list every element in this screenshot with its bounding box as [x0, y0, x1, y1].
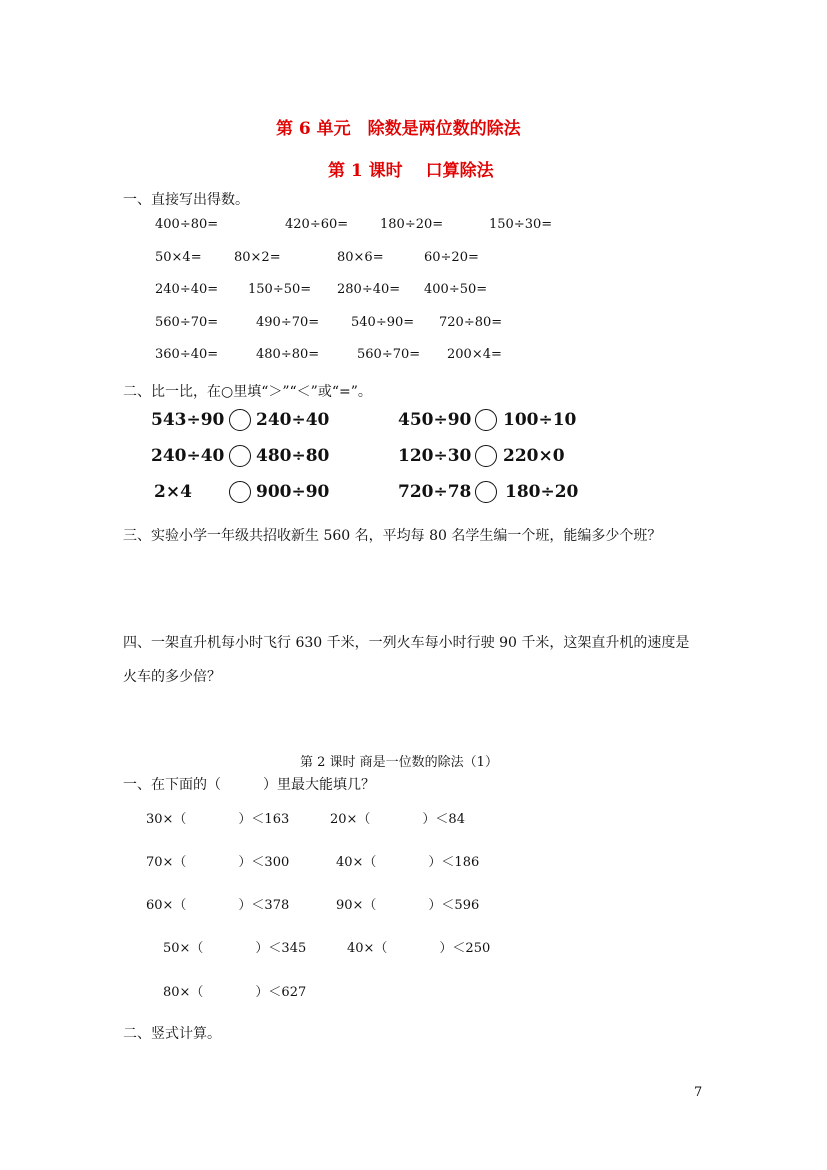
compare-right: 240÷40: [256, 410, 330, 430]
lesson2-part2-heading: 二、竖式计算。: [123, 1026, 221, 1042]
compare-left: 240÷40: [151, 446, 225, 466]
part4-question-line1: 四、一架直升机每小时飞行 630 千米，一列火车每小时行驶 90 千米，这架直升机的速度是: [123, 635, 690, 651]
calc-item: 180÷20=: [380, 217, 444, 232]
calc-item: 80×6=: [337, 250, 384, 265]
compare-left: 450÷90: [398, 410, 472, 430]
compare-right: 220×0: [503, 446, 565, 466]
fill-item: 30×（ ）＜163: [146, 812, 290, 827]
compare-left: 2×4: [154, 482, 192, 502]
compare-right: 100÷10: [503, 410, 577, 430]
compare-right: 480÷80: [256, 446, 330, 466]
fill-item: 40×（ ）＜250: [347, 941, 491, 956]
lesson2-title: 第 2 课时 商是一位数的除法（1）: [300, 755, 498, 770]
calc-item: 280÷40=: [337, 282, 401, 297]
part3-question: 三、实验小学一年级共招收新生 560 名，平均每 80 名学生编一个班，能编多少个班？: [123, 528, 662, 544]
part1-heading: 一、直接写出得数。: [123, 192, 249, 208]
calc-item: 400÷80=: [155, 217, 219, 232]
calc-item: 360÷40=: [155, 347, 219, 362]
calc-item: 150÷50=: [248, 282, 312, 297]
fill-item: 80×（ ）＜627: [163, 985, 307, 1000]
fill-item: 90×（ ）＜596: [336, 898, 480, 913]
calc-item: 560÷70=: [155, 315, 219, 330]
lesson1-title: 第 1 课时 口算除法: [328, 161, 494, 181]
compare-left: 543÷90: [151, 410, 225, 430]
compare-circle[interactable]: [229, 481, 251, 503]
fill-item: 60×（ ）＜378: [146, 898, 290, 913]
calc-item: 540÷90=: [351, 315, 415, 330]
calc-item: 400÷50=: [424, 282, 488, 297]
calc-item: 60÷20=: [424, 250, 479, 265]
compare-left: 720÷78: [398, 482, 472, 502]
compare-circle[interactable]: [229, 409, 251, 431]
part2-heading: 二、比一比，在○里填“＞”“＜”或“=”。: [123, 384, 372, 400]
calc-item: 720÷80=: [439, 315, 503, 330]
fill-item: 40×（ ）＜186: [336, 855, 480, 870]
calc-item: 490÷70=: [256, 315, 320, 330]
calc-item: 50×4=: [155, 250, 202, 265]
calc-item: 240÷40=: [155, 282, 219, 297]
compare-right: 180÷20: [505, 482, 579, 502]
compare-circle[interactable]: [475, 409, 497, 431]
compare-right: 900÷90: [256, 482, 330, 502]
page-number: 7: [694, 1085, 703, 1100]
calc-item: 200×4=: [447, 347, 502, 362]
calc-item: 480÷80=: [256, 347, 320, 362]
calc-item: 150÷30=: [489, 217, 553, 232]
lesson2-part1-heading: 一、在下面的（ ）里最大能填几？: [123, 777, 375, 793]
calc-item: 80×2=: [234, 250, 281, 265]
part4-question-line2: 火车的多少倍？: [123, 669, 221, 685]
fill-item: 50×（ ）＜345: [163, 941, 307, 956]
calc-item: 420÷60=: [285, 217, 349, 232]
compare-circle[interactable]: [229, 445, 251, 467]
fill-item: 70×（ ）＜300: [146, 855, 290, 870]
compare-circle[interactable]: [475, 445, 497, 467]
compare-circle[interactable]: [475, 481, 497, 503]
fill-item: 20×（ ）＜84: [330, 812, 465, 827]
unit-title: 第 6 单元 除数是两位数的除法: [276, 119, 521, 139]
compare-left: 120÷30: [398, 446, 472, 466]
calc-item: 560÷70=: [357, 347, 421, 362]
